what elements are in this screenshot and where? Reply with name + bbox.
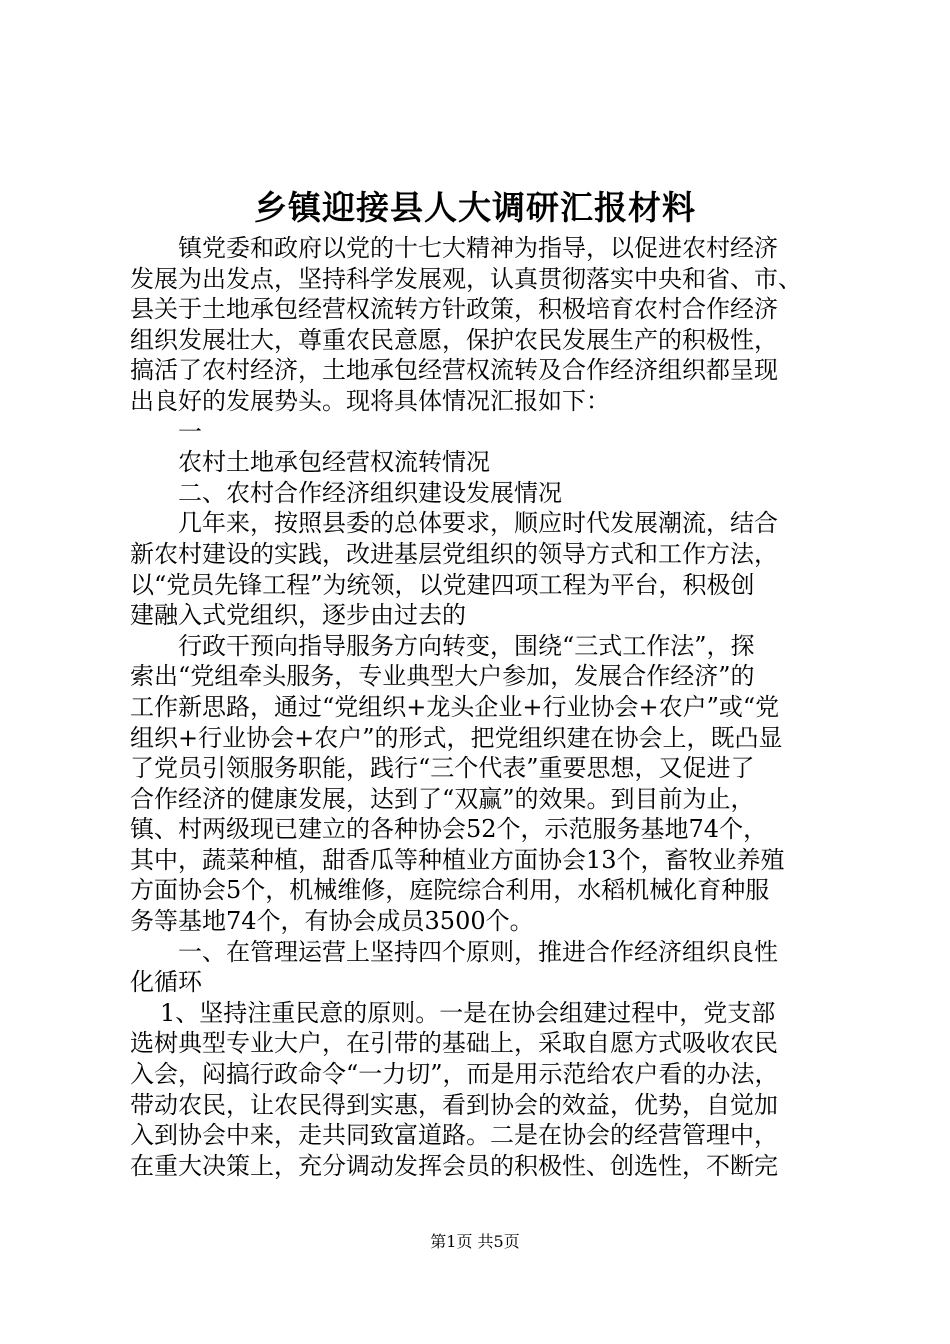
text-line: 索出“党组牵头服务，专业典型大户参加，发展合作经济”的 (130, 662, 755, 691)
text-line: 入会，闷搞行政命令“一力切”，而是用示范给农户看的办法， (130, 1060, 779, 1089)
text-line: 了党员引领服务职能，践行“三个代表”重要思想，又促进了 (130, 754, 755, 783)
text-line: 选树典型专业大户，在引带的基础上，采取自愿方式吸收农民 (130, 1029, 778, 1058)
text-line: 入到协会中来，走共同致富道路。二是在协会的经营管理中， (130, 1121, 778, 1150)
text-line: 建融入式党组织，逐步由过去的 (130, 601, 466, 630)
text-line: 一、在管理运营上坚持四个原则，推进合作经济组织良性 (178, 937, 778, 966)
text-line: 带动农民，让农民得到实惠，看到协会的效益，优势，自觉加 (130, 1090, 778, 1119)
text-line: 方面协会5个，机械维修，庭院综合利用，水稻机械化育种服 (130, 876, 770, 905)
document-title: 乡镇迎接县人大调研汇报材料 (254, 188, 696, 227)
subsection-heading-principles (130, 937, 830, 998)
text-line: 新农村建设的实践，改进基层党组织的领导方式和工作方法， (130, 539, 778, 568)
document-body (130, 233, 830, 1181)
paragraph-recent-years (130, 508, 830, 630)
text-line: 搞活了农村经济，土地承包经营权流转及合作经济组织都呈现 (130, 356, 778, 385)
section-number (130, 417, 830, 448)
text-line: 二、农村合作经济组织建设发展情况 (178, 478, 562, 507)
text-line: 工作新思路，通过“党组织+龙头企业+行业协会+农户”或“党 (130, 692, 780, 721)
section-heading-cooperative (130, 478, 830, 509)
text-line: 1、坚持注重民意的原则。一是在协会组建过程中，党支部 (160, 998, 776, 1027)
paragraph-principle-one (130, 998, 830, 1182)
text-line: 组织发展壮大，尊重农民意愿，保护农民发展生产的积极性， (130, 325, 778, 354)
text-line: 发展为出发点，坚持科学发展观，认真贯彻落实中央和省、市、 (130, 264, 802, 293)
text-line: 以“党员先锋工程”为统领，以党建四项工程为平台，积极创 (130, 570, 755, 599)
paragraph-admin-intervention (130, 631, 830, 937)
text-line: 镇党委和政府以党的十七大精神为指导，以促进农村经济 (178, 234, 778, 262)
text-line: 务等基地74个，有协会成员3500个。 (130, 907, 534, 936)
text-line: 化循环 (130, 968, 202, 997)
paragraph-intro (130, 233, 830, 417)
text-line: 行政干预向指导服务方向转变，围绕“三式工作法”，探 (178, 631, 755, 660)
text-line: 在重大决策上，充分调动发挥会员的积极性、创选性，不断完 (130, 1151, 778, 1180)
text-line: 镇、村两级现已建立的各种协会52个，示范服务基地74个， (130, 815, 768, 844)
page-footer: 第1页 共5页 (430, 1232, 520, 1251)
text-line: 几年来，按照县委的总体要求，顺应时代发展潮流，结合 (178, 509, 778, 538)
text-line: 合作经济的健康发展，达到了“双赢”的效果。到目前为止， (130, 784, 755, 813)
text-line: 组织+行业协会+农户”的形式，把党组织建在协会上，既凸显 (130, 723, 783, 752)
text-line: 出良好的发展势头。现将具体情况汇报如下： (130, 386, 610, 415)
text-line: 其中，蔬菜种植，甜香瓜等种植业方面协会13个，畜牧业养殖 (130, 845, 785, 874)
text-line: 县关于土地承包经营权流转方针政策，积极培育农村合作经济 (130, 295, 778, 324)
text-line: 农村土地承包经营权流转情况 (178, 448, 490, 477)
section-heading-land-transfer (130, 447, 830, 478)
text-line: 一 (178, 417, 202, 446)
